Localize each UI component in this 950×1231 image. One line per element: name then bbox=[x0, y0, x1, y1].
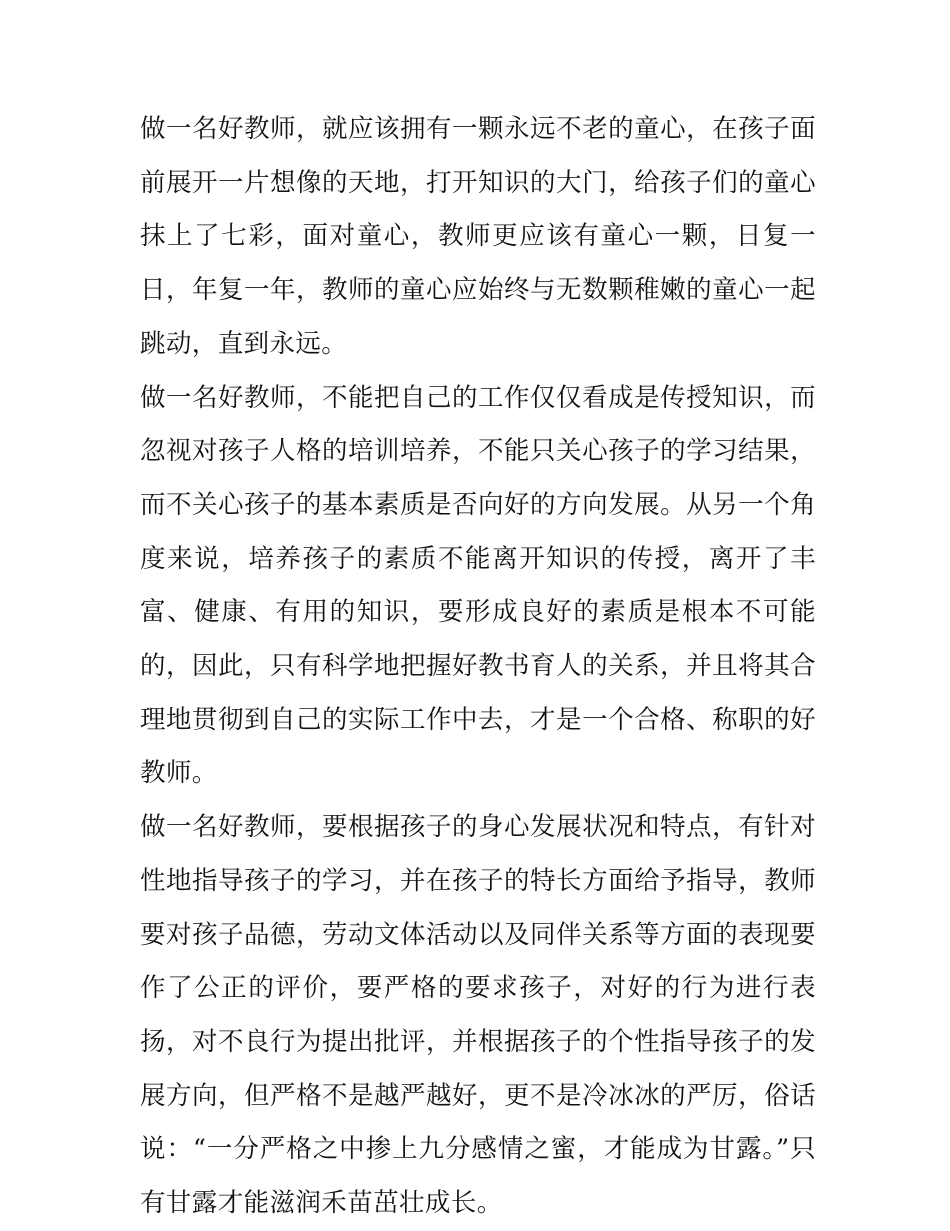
paragraph-teaching-and-character: 做一名好教师，不能把自己的工作仅仅看成是传授知识，而忽视对孩子人格的培训培养，不能只关心孩子的学习结果，而不关心孩子的基本素质是否向好的方向发展。从另一个角度来说，培养孩子的素质不能离开知识的传授，离开了丰富、健康、有用的知识，要形成良好的素质是根本不可能的，因此，只有科学地把握好教书育人的关系，并且将其合理地贯彻到自己的实际工作中去，才是一个合格、称职的好教师。 bbox=[140, 382, 816, 789]
paragraph-childlike-heart: 做一名好教师，就应该拥有一颗永远不老的童心，在孩子面前展开一片想像的天地，打开知识的大门，给孩子们的童心抹上了七彩，面对童心，教师更应该有童心一颗，日复一日，年复一年，教师的童心应始终与无数颗稚嫩的童心一起跳动，直到永远。 bbox=[140, 114, 816, 359]
document-body bbox=[140, 103, 816, 1231]
paragraph-guidance-and-strictness: 做一名好教师，要根据孩子的身心发展状况和特点，有针对性地指导孩子的学习，并在孩子的特长方面给予指导，教师要对孩子品德，劳动文体活动以及同伴关系等方面的表现要作了公正的评价，要严格的要求孩子，对好的行为进行表扬，对不良行为提出批评，并根据孩子的个性指导孩子的发展方向，但严格不是越严越好，更不是冷冰冰的严厉，俗话说：“一分严格之中掺上九分感情之蜜，才能成为甘露。”只有甘露才能滋润禾苗茁壮成长。 bbox=[140, 812, 816, 1219]
